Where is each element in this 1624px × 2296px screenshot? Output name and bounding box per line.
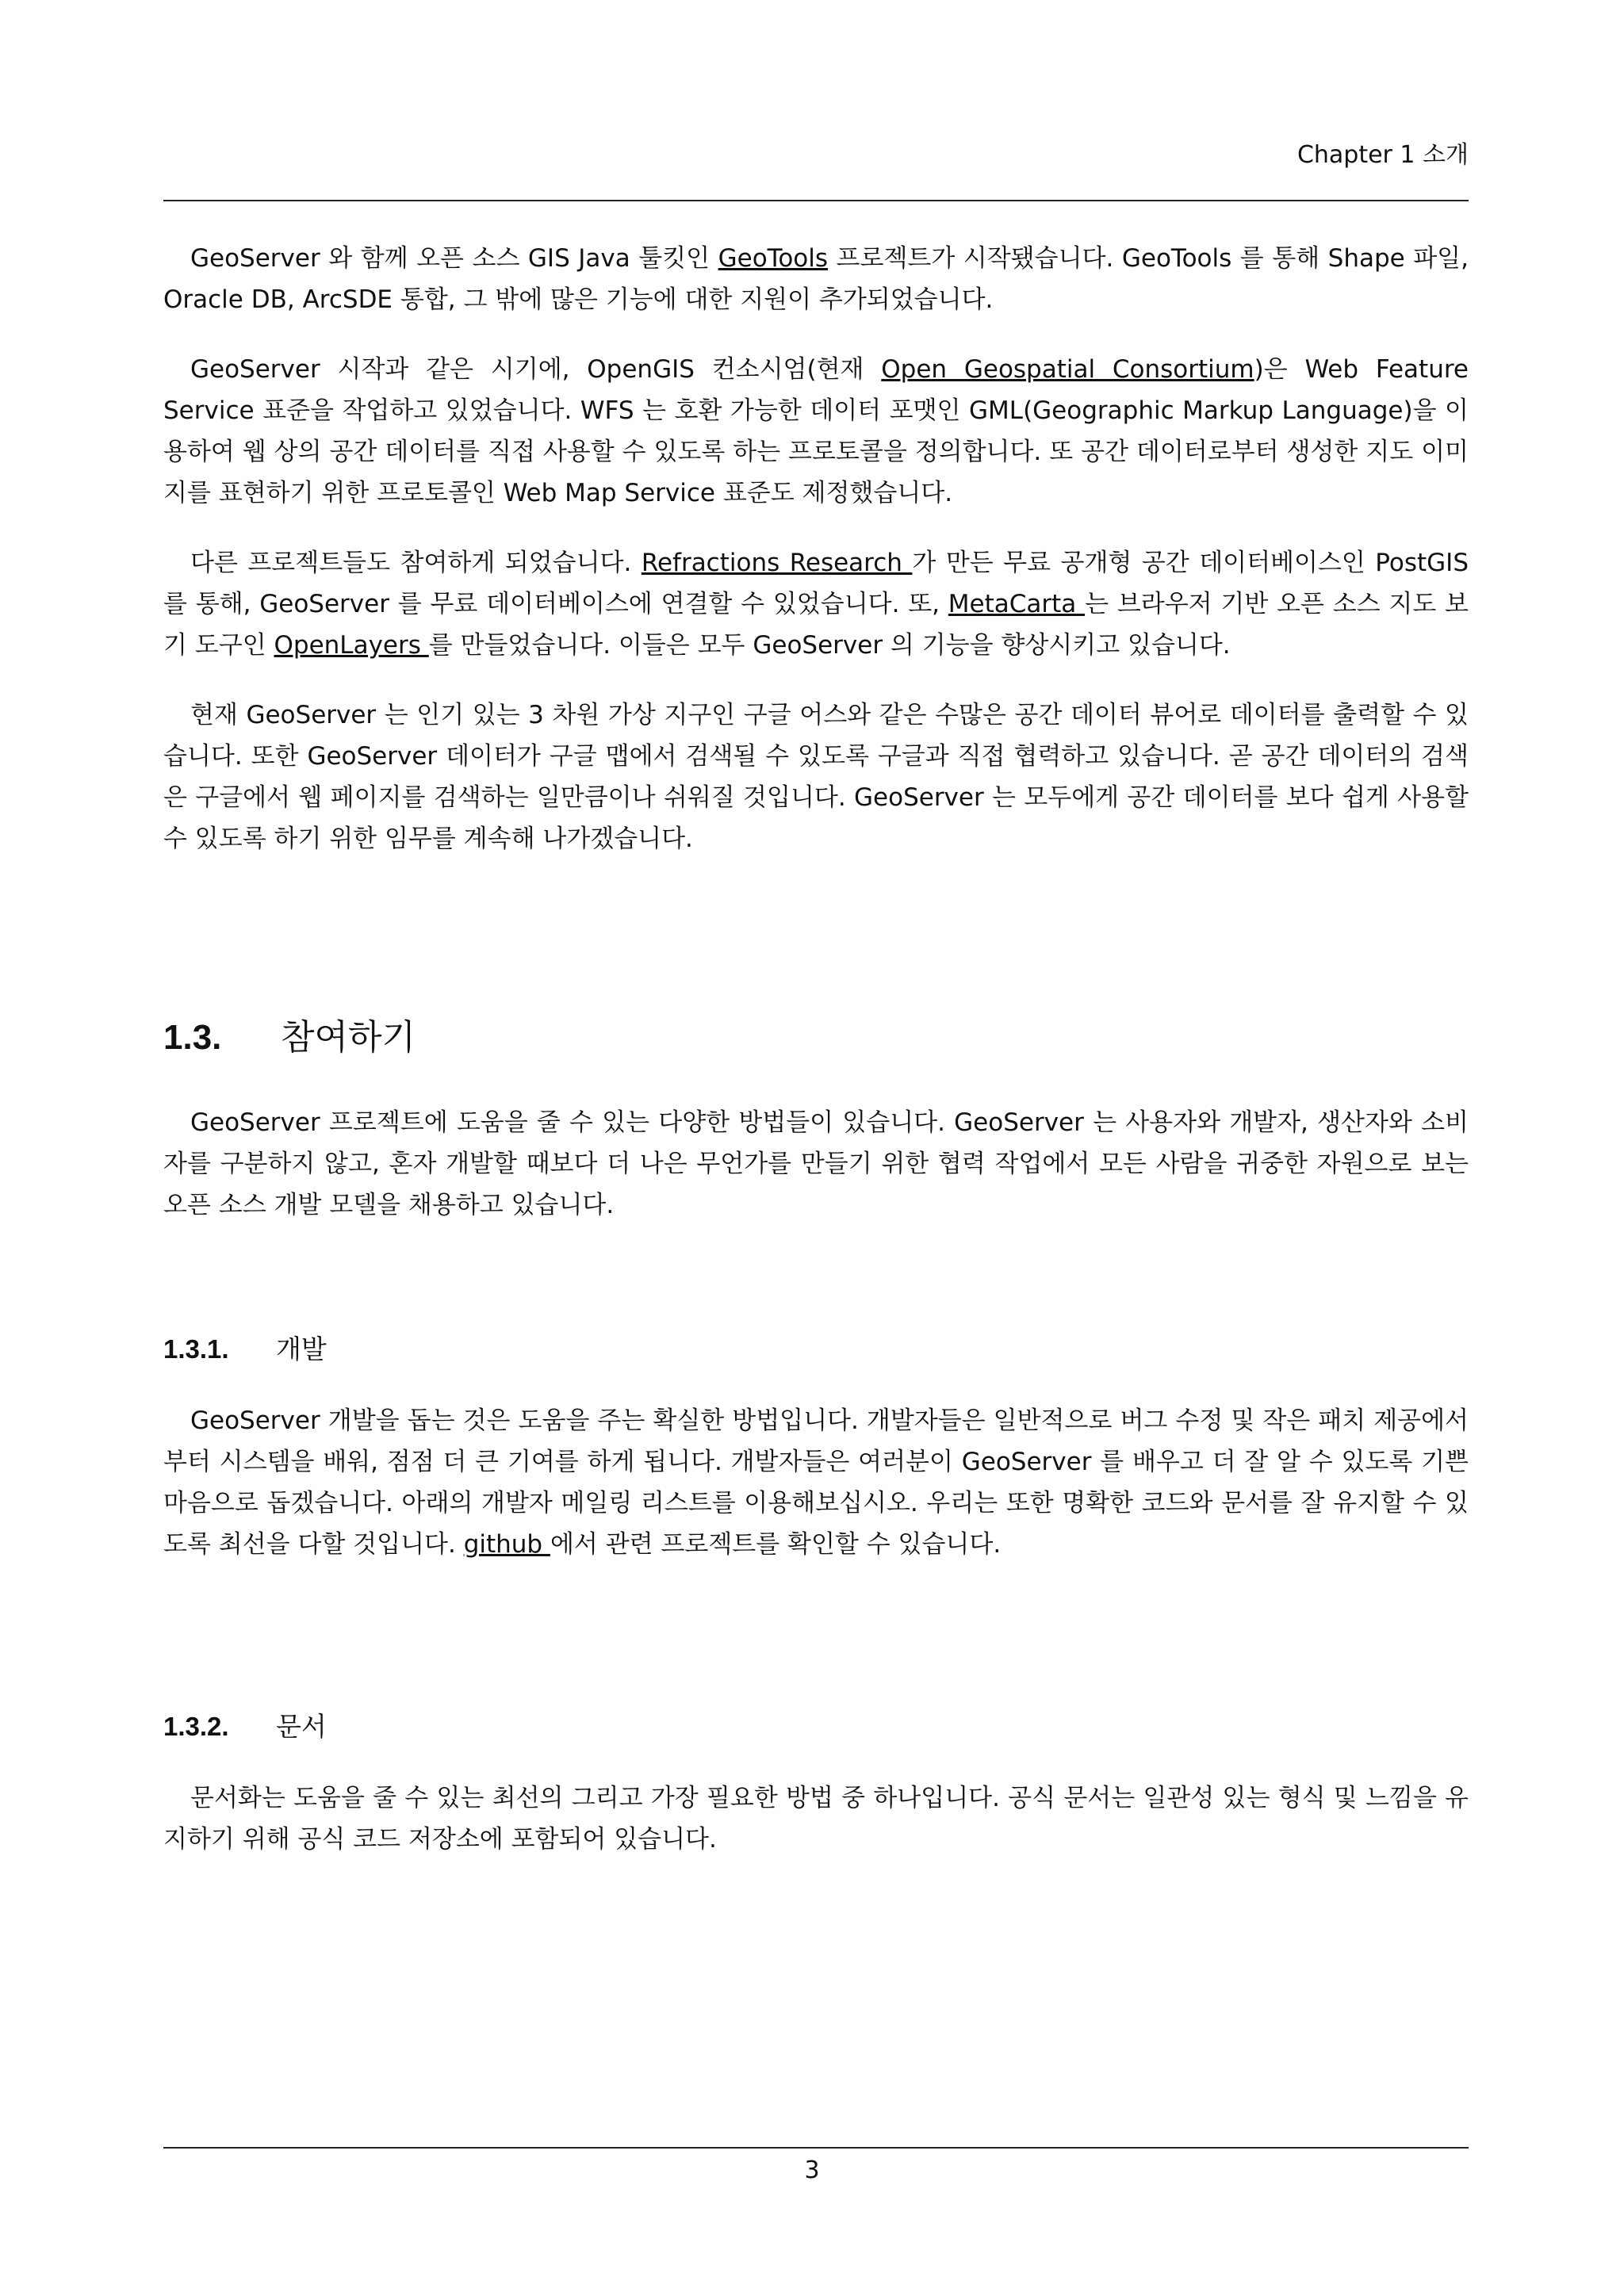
section-heading-participate [163,1008,416,1059]
page-number: 3 [804,2156,820,2184]
section-title: 참여하기 [281,1017,416,1058]
text-span: 프로젝트가 시작됐습니다. GeoTools 를 통해 Shape 파일, Oracle DB, ArcSDE 통합, 그 밖에 많은 기능에 대한 지원이 추가되었습니다. [163,244,1469,314]
paragraph-ogc [163,349,1469,514]
link-geotools[interactable]: GeoTools [718,244,829,273]
text-span: GeoServer 와 함께 오픈 소스 GIS Java 툴킷인 [190,244,718,273]
section-participate-body [163,1102,1469,1226]
header-divider [163,200,1469,201]
text-span: 에서 관련 프로젝트를 확인할 수 있습니다. [550,1530,1002,1559]
subsection-heading-documentation [163,1706,327,1743]
paragraph-documentation: 문서화는 도움을 줄 수 있는 최선의 그리고 가장 필요한 방법 중 하나입니다. 공식 문서는 일관성 있는 형식 및 느낌을 유지하기 위해 공식 코드 저장소에 포함되어 있습니다. [163,1784,1469,1854]
subsection-heading-development [163,1329,327,1366]
subsection-documentation-body [163,1777,1469,1860]
subsection-title: 문서 [276,1711,327,1742]
subsection-number: 1.3.1. [163,1334,229,1364]
text-span: GeoServer 개발을 돕는 것은 도움을 주는 확실한 방법입니다. 개발자들은 일반적으로 버그 수정 및 작은 패치 제공에서부터 시스템을 배워, 점점 더 큰 기여를 하게 됩니다. 개발자들은 여러분이 GeoServer 를 배우고 더 잘 알 수 있도록 기쁜 마음으로 돕겠습니다. 아래의 개발자 메일링 리스트를 이용해보십시오. 우리는 또한 명확한 코드와 문서를 잘 유지할 수 있도록 최선을 다할 것입니다. [163,1406,1469,1559]
intro-paragraphs [163,238,1469,859]
subsection-number: 1.3.2. [163,1712,229,1741]
footer-divider [163,2147,1469,2149]
paragraph-current [163,695,1469,859]
link-refractions-research[interactable]: Refractions Research [641,549,913,577]
text-span: )은 Web Feature Service 표준을 작업하고 있었습니다. WFS 는 호환 가능한 데이터 포맷인 GML(Geographic Markup Language)을 이용하여 웹 상의 공간 데이터를 직접 사용할 수 있도록 하는 프로토콜을 정의합니다. 또 공간 데이터로부터 생성한 지도 이미지를 표현하기 위한 프로토콜인 Web Map Service 표준도 제정했습니다. [163,355,1469,507]
link-openlayers[interactable]: OpenLayers [274,631,429,660]
link-metacarta[interactable]: MetaCarta [948,590,1086,618]
text-span: GeoServer 시작과 같은 시기에, OpenGIS 컨소시엄(현재 [190,355,882,384]
subsection-development-body [163,1400,1469,1565]
paragraph-development [163,1400,1469,1565]
text-span: 를 만들었습니다. 이들은 모두 GeoServer 의 기능을 향상시키고 있습니다. [428,631,1231,660]
paragraph-other-projects [163,542,1469,666]
subsection-title: 개발 [276,1334,327,1364]
running-header: Chapter 1 소개 [1297,141,1469,169]
paragraph-geotools [163,238,1469,320]
paragraph-participate: GeoServer 프로젝트에 도움을 줄 수 있는 다양한 방법들이 있습니다. GeoServer 는 사용자와 개발자, 생산자와 소비자를 구분하지 않고, 혼자 개발할 때보다 더 나은 무언가를 만들기 위한 협력 작업에서 모든 사람을 귀중한 자원으로 보는 오픈 소스 개발 모델을 채용하고 있습니다. [163,1108,1469,1219]
text-span: 현재 GeoServer 는 인기 있는 3 차원 가상 지구인 구글 어스와 같은 수많은 공간 데이터 뷰어로 데이터를 출력할 수 있습니다. 또한 GeoServer 데이터가 구글 맵에서 검색될 수 있도록 구글과 직접 협력하고 있습니다. 곧 공간 데이터의 검색은 구글에서 웹 페이지를 검색하는 일만큼이나 쉬워질 것입니다. GeoServer 는 모두에게 공간 데이터를 보다 쉽게 사용할 수 있도록 하기 위한 임무를 계속해 나가겠습니다. [163,701,1469,853]
text-span: 다른 프로젝트들도 참여하게 되었습니다. [190,549,642,577]
link-github[interactable]: github [463,1530,550,1559]
link-ogc[interactable]: Open Geospatial Consortium [881,355,1254,384]
section-number: 1.3. [163,1018,222,1057]
text-span: 는 브라우저 기반 오픈 소스 지도 보기 도구인 [163,590,1469,660]
text-span: 가 만든 무료 공개형 공간 데이터베이스인 PostGIS 를 통해, GeoServer 를 무료 데이터베이스에 연결할 수 있었습니다. 또, [163,549,1469,618]
